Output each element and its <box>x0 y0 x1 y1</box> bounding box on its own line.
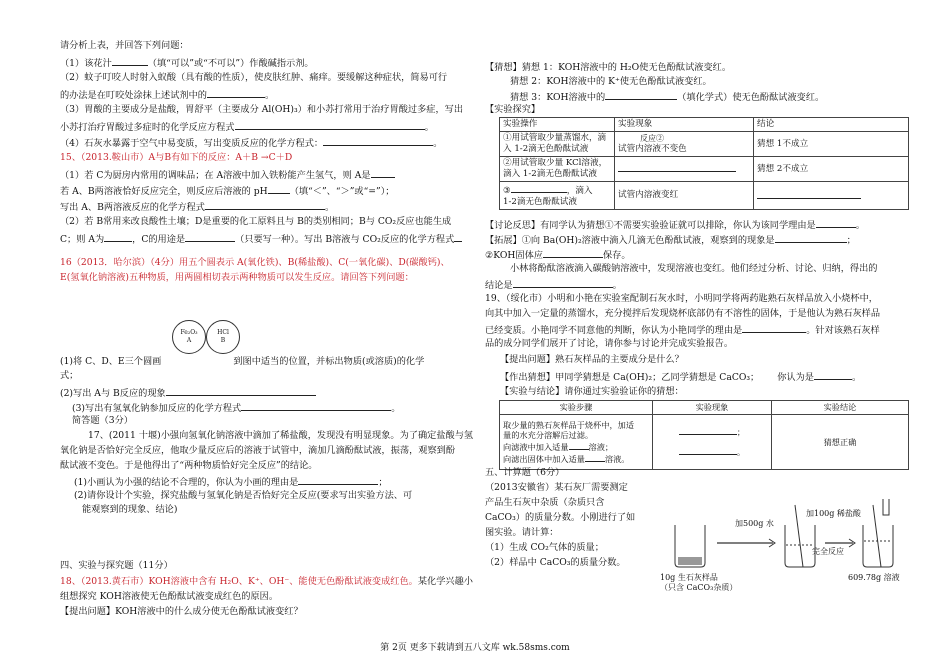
text-line: （1）该花汁 （填“可以”或“不可以”）作酸碱指示剂。 <box>60 58 314 69</box>
text-line: 能观察到的现象、结论) <box>82 504 178 515</box>
text-line: （4）石灰水暴露于空气中易变质，写出变质反应的化学方程式： 。 <box>60 138 443 149</box>
figure-label: 609.78g 溶液 <box>848 573 900 582</box>
figure-label: （只含 CaCO₃杂质） <box>660 583 738 592</box>
text-line: （1）若 C为厨房内常用的调味品；在 A溶液中加入铁粉能产生氢气，则 A是 <box>60 168 395 181</box>
text-line: (1)小画认为小强的结论不合理的，你认为小画的理由是 ； <box>74 477 388 488</box>
text-line: 的办法是在叮咬处涂抹上述试剂中的 。 <box>60 90 275 101</box>
table-row: ②用试管取少量 KCl溶液， 滴入 1-2滴无色酚酞试液 猜想 2不成立 <box>500 157 909 182</box>
text-line: 【实验与结论】请你通过实验验证你的猜想： <box>500 386 684 397</box>
text-line: 结论是 。 <box>485 280 622 291</box>
text-line: (2)写出 A与 B反应的现象 <box>60 386 316 399</box>
figure-label: 加500g 水 <box>735 519 774 528</box>
text-line: （2）样品中 CaCO₃的质量分数。 <box>485 557 626 568</box>
table-row: 取少量的熟石灰样品于烧杯中，加适 量的水充分溶解后过滤。 向滤液中加入适量 溶液； 向滤出固体中加入适量 溶液。 ； 。 猜想正确 <box>500 415 909 470</box>
text-line: 【拓展】①向 Ba(OH)₂溶液中滴入几滴无色酚酞试液，观察到的现象是 ； <box>485 235 856 246</box>
text-line: ②KOH固体应 保存。 <box>485 250 631 261</box>
text-line: （2013安徽省）某石灰厂需要测定 <box>485 482 628 493</box>
text-line: 酞试液不变色。于是他得出了“两种物质恰好完全反应”的结论。 <box>60 460 318 471</box>
text-line: E(氢氧化钠溶液)五种物质，用两圆相切表示两种物质可以发生反应。请回答下列问题： <box>60 272 414 283</box>
table-header: 实验结论 <box>772 401 909 415</box>
figure-label: 完全反应 <box>812 547 844 556</box>
experiment-table <box>499 117 909 210</box>
text-line: 小苏打治疗胃酸过多症时的化学反应方程式 。 <box>60 122 434 133</box>
section-heading: 简答题（3分） <box>72 415 133 426</box>
table-header: 实验操作 <box>500 118 615 132</box>
text-line: 向其中加入一定量的蒸馏水，充分搅拌后发现烧杯底部仍有不溶性的固体，于是他认为熟石灰样品 <box>485 308 881 319</box>
section-heading: 四、实验与探究题（11分） <box>60 560 173 571</box>
question-heading: 15、（2013.鞍山市）A与B有如下的反应：A＋B →C＋D <box>60 152 293 163</box>
circle-a-formula: Fe₂O₃ <box>180 329 198 336</box>
text-line: 【讨论反思】有同学认为猜想①不需要实验验证就可以排除，你认为该同学理由是 。 <box>485 220 865 231</box>
text-line: 产品生石灰中杂质（杂质只含 <box>485 497 605 508</box>
table-row: ③ ，滴入 1-2滴无色酚酞试液 试管内溶液变红 <box>500 182 909 210</box>
table-header: 实验步骤 <box>500 401 653 415</box>
table-header: 实验现象 <box>653 401 772 415</box>
experiment-figure <box>645 485 905 575</box>
text-line: 17、(2011 十堰)小强向氢氧化钠溶液中滴加了稀盐酸，发现没有明显现象。为了确定盐酸与氢 <box>88 430 474 441</box>
text-line: （3）胃酸的主要成分是盐酸，胃舒平（主要成分 Al(OH)₃）和小苏打常用于治疗胃酸过多症，写出 <box>60 104 464 115</box>
text-line: 猜想 3：KOH溶液中的 （填化学式）使无色酚酞试液变红。 <box>510 92 825 103</box>
figure-label: 10g 生石灰样品 <box>660 573 718 582</box>
question-heading: 16（2013．哈尔滨）（4分）用五个圆表示 A(氧化铁)、B(稀盐酸)、C(一氧化碳)、D(碳酸钙)、 <box>60 257 450 268</box>
table-header: 实验现象 <box>615 118 754 132</box>
text-line: 品的成分同学们展开了讨论，请你参与讨论并完成实验报告。 <box>485 338 734 349</box>
table-header: 结论 <box>754 118 909 132</box>
text-line: 小林将酚酞溶液滴入碳酸钠溶液中，发现溶液也变红。他们经过分析、讨论、归纳，得出的 <box>510 263 878 274</box>
text-line: （2）若 B常用来改良酸性土壤；D是重要的化工原料且与 B的类别相同；B与 CO₂反应也能生成 <box>60 216 452 227</box>
text-line: 【提出问题】熟石灰样品的主要成分是什么？ <box>500 354 684 365</box>
text-line: 【猜想】猜想 1：KOH溶液中的 H₂O使无色酚酞试液变红。 <box>485 62 732 73</box>
text-line: 式； <box>60 370 79 381</box>
text-line: 猜想 2：KOH溶液中的 K⁺使无色酚酞试液变红。 <box>510 76 712 87</box>
circle-a <box>172 320 206 354</box>
text-line: (1)将 C、D、E三个圆画 到图中适当的位置，并标出物质(或溶质)的化学 <box>60 356 425 367</box>
text-line: 19、（绥化市）小明和小艳在实验室配制石灰水时，小明同学将两药匙熟石灰样品放入小烧杯中， <box>485 293 878 304</box>
beaker-3 <box>863 499 893 567</box>
text-line: CaCO₃）的质量分数。小刚进行了如 <box>485 512 636 523</box>
text-line: 若 A、B两溶液恰好反应完全，则反应后溶液的 pH （填“＜”、“＞”或“=”）； <box>60 186 395 197</box>
circle-b-formula: HCl <box>217 329 229 336</box>
text-line: (3)写出有氢氧化钠参加反应的化学方程式 。 <box>72 403 401 414</box>
text-line: 写出 A、B两溶液反应的化学方程式 。 <box>60 202 335 213</box>
circle-b-label: B <box>220 337 226 344</box>
text-line: 18、（2013.黄石市）KOH溶液中含有 H₂O、K⁺、OH⁻、能使无色酚酞试液变成红色。某化学兴趣小 <box>60 576 473 587</box>
figure-label: 加100g 稀盐酸 <box>806 509 861 518</box>
text-line: 【实验探究】 <box>485 104 541 115</box>
text-line: 【作出猜想】甲同学猜想是 Ca(OH)₂；乙同学猜想是 CaCO₃； 你认为是 。 <box>500 372 862 383</box>
circle-a-label: A <box>186 337 192 344</box>
text-line: 氧化钠是否恰好完全反应，他取少量反应后的溶液于试管中，滴加几滴酚酞试液，振荡，观察到酚 <box>60 445 456 456</box>
page-footer: 第 2页 更多下载请到五八文库 wk.58sms.com <box>380 643 570 653</box>
beaker-1 <box>675 525 705 567</box>
verification-table <box>499 400 909 470</box>
section-heading: 五、计算题（6分） <box>485 467 565 478</box>
text-line: （1）生成 CO₂气体的质量； <box>485 542 604 553</box>
circle-b <box>206 320 240 354</box>
text-line: 请分析上表，并回答下列问题： <box>60 40 189 51</box>
text-line: (2)请你设计个实验，探究盐酸与氢氧化钠是否恰好完全反应(要求写出实验方法、可 <box>74 490 413 501</box>
text-line: 组想探究 KOH溶液使无色酚酞试液变成红色的原因。 <box>60 591 279 602</box>
text-line: 已经变质。小艳同学不同意他的判断，你认为小艳同学的理由是 。针对该熟石灰样 <box>485 325 880 336</box>
text-line: 【提出问题】KOH溶液中的什么成分使无色酚酞试液变红？ <box>60 606 303 617</box>
text-line: 图实验。请计算： <box>485 527 559 538</box>
text-line: C；则 A为 ，C的用途是 （只要写一种）。写出 B溶液与 CO₂反应的化学方程式 <box>60 232 462 245</box>
text-line: （2）蚊子叮咬人时射入蚁酸（具有酸的性质），使皮肤红肿、痛痒。要缓解这种症状，简易可行 <box>60 72 448 83</box>
table-row: ①用试管取少量蒸馏水，滴 入 1-2滴无色酚酞试液 反应② 试管内溶液不变色 猜想 1不成立 <box>500 132 909 157</box>
